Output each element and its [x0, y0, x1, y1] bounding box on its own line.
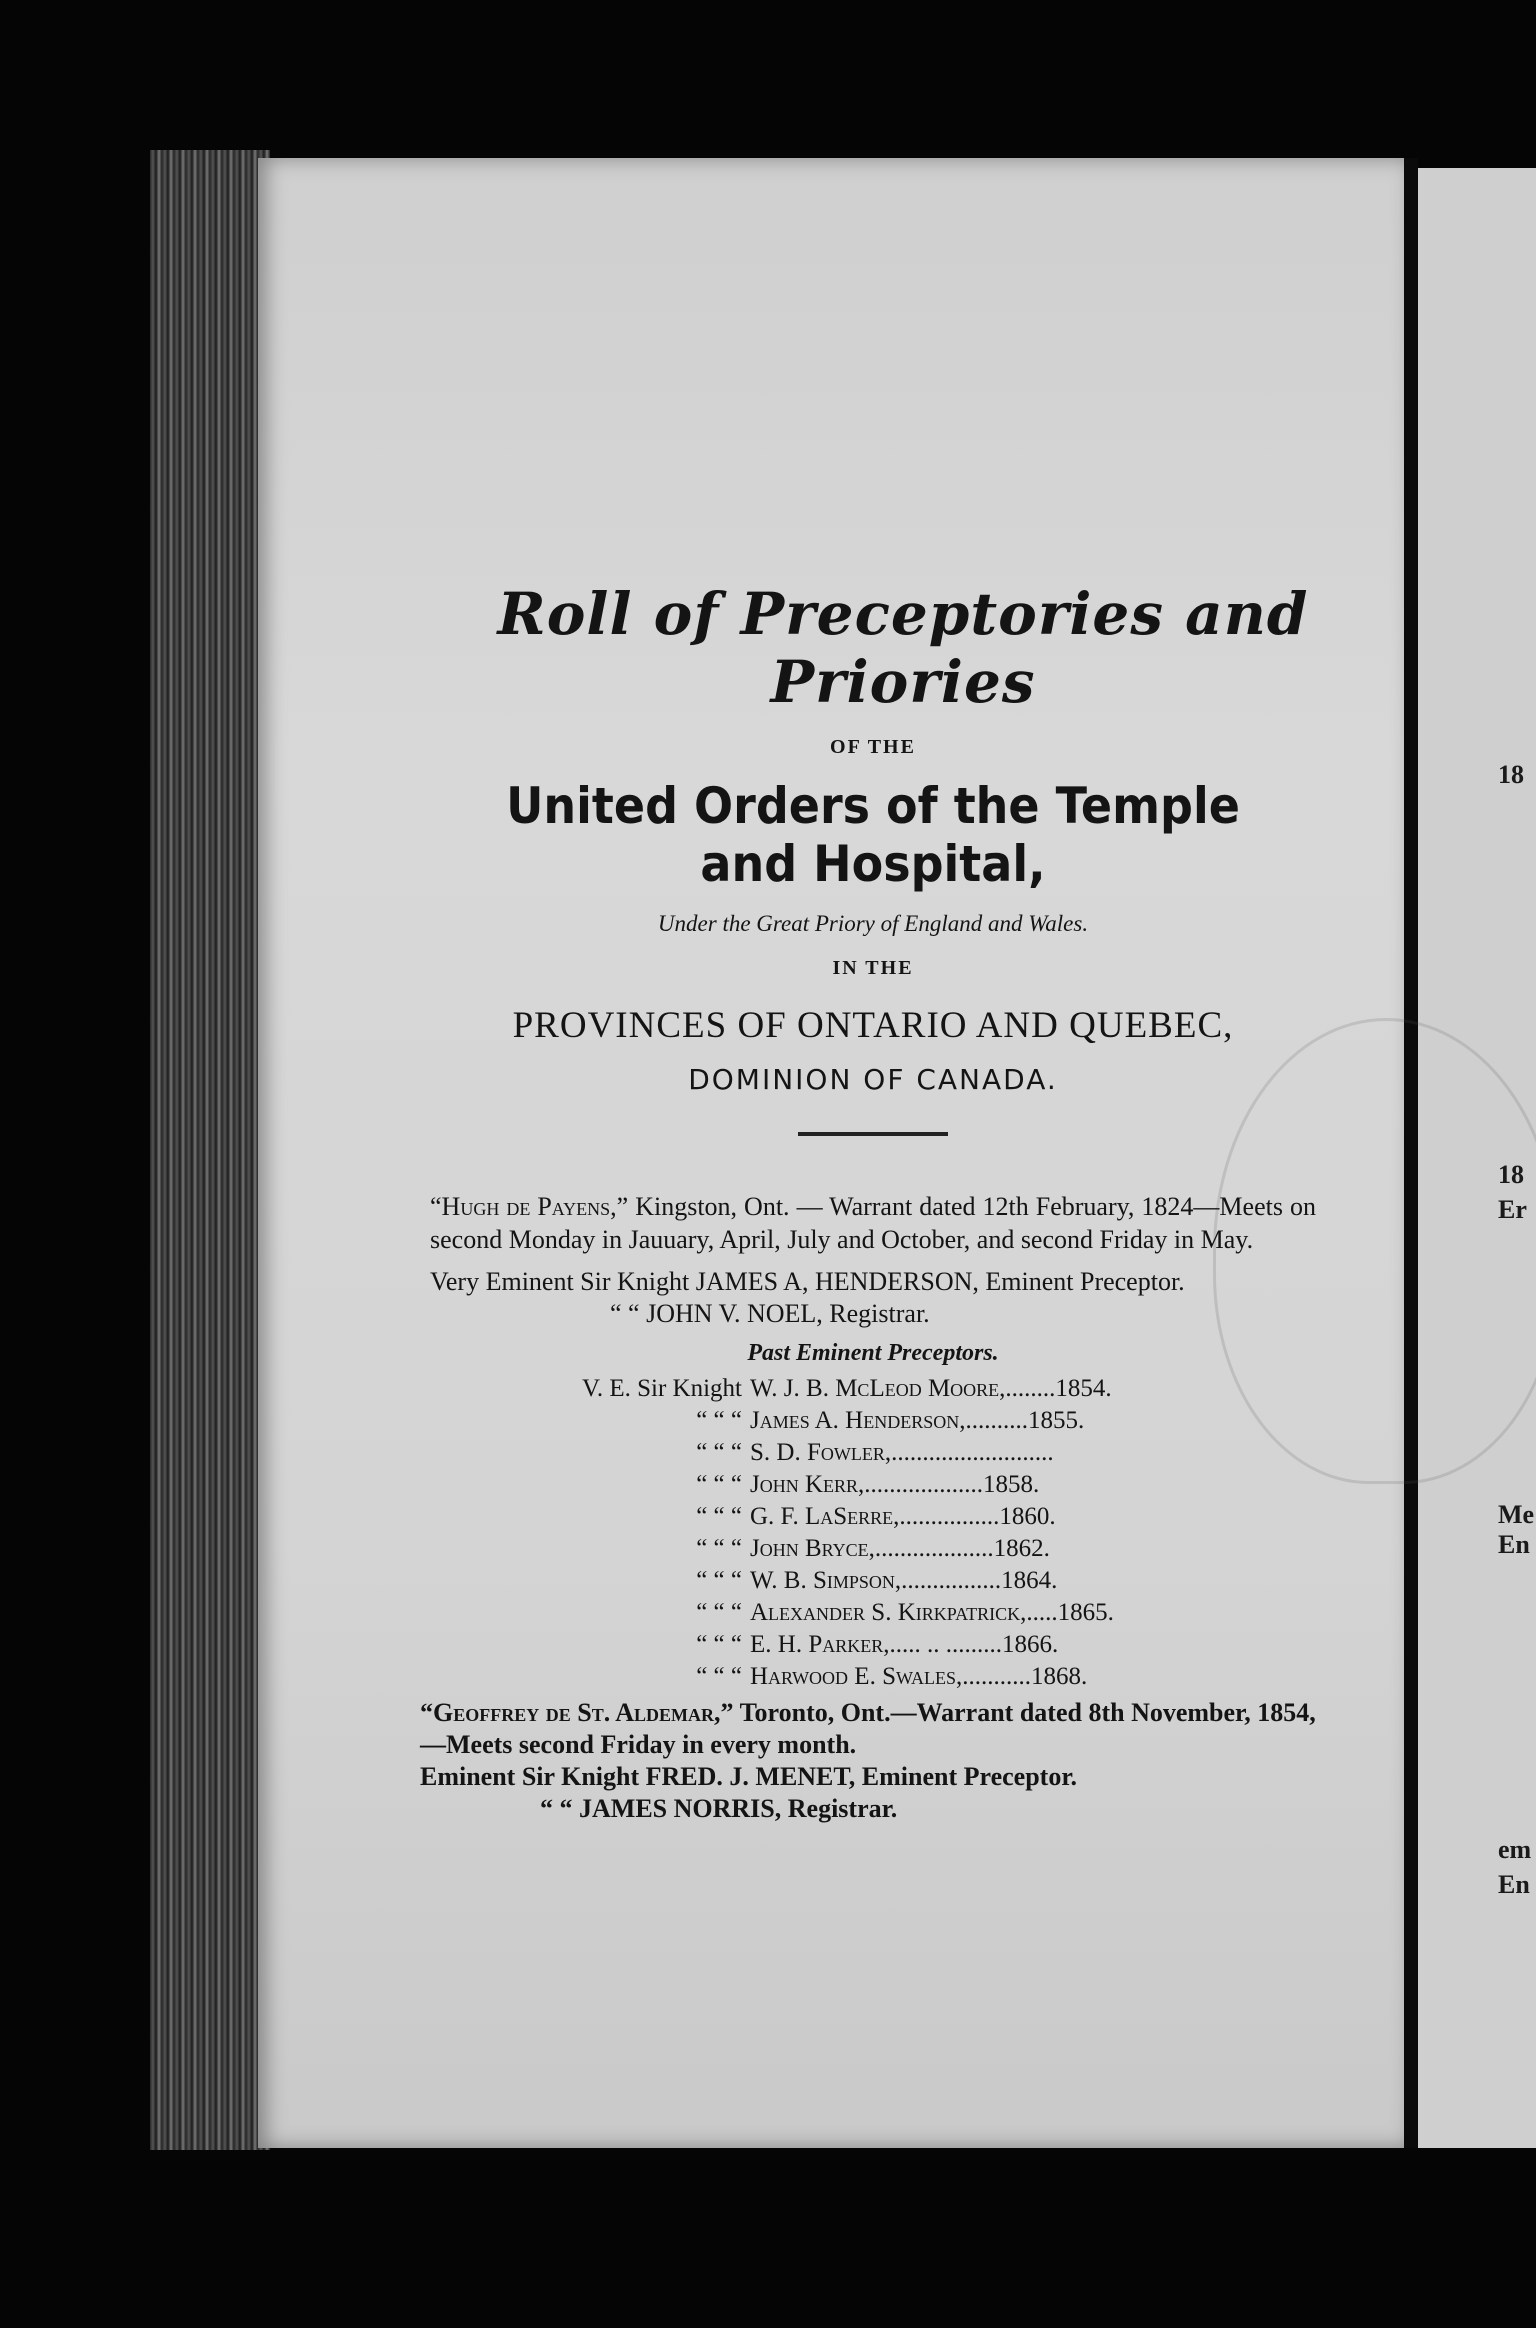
registrar-line: “ “ JOHN V. NOEL, Registrar. [610, 1299, 930, 1328]
facing-page-fragment: Er [1498, 1195, 1527, 1224]
provinces-heading: PROVINCES OF ONTARIO AND QUEBEC, [512, 1005, 1234, 1046]
past-preceptors-heading: Past Eminent Preceptors. [747, 1340, 999, 1366]
list-item-name: E. H. Parker,..... .. .........1866. [750, 1631, 1059, 1658]
list-item [430, 1597, 1316, 1629]
facing-page-fragment: 18 [1498, 760, 1524, 789]
main-heading: United Orders of the Temple and Hospital, [506, 777, 1240, 893]
list-item-prefix: “ “ “ [696, 1663, 742, 1690]
preceptory-name: “Geoffrey de St. Aldemar,” [420, 1698, 734, 1727]
preceptor-line: Eminent Sir Knight FRED. J. MENET, Eminent Preceptor. [420, 1762, 1077, 1791]
preceptory-entry [430, 1190, 1316, 1256]
preceptory-name: “Hugh de Payens,” [430, 1192, 629, 1221]
preceptory-entry [420, 1697, 1316, 1761]
dominion-heading: DOMINION OF CANADA. [688, 1063, 1058, 1096]
preceptory-details: Toronto, Ont.—Warrant dated 8th November, 1854,—Meets second Friday in every month. [420, 1698, 1316, 1759]
preceptory-details: Kingston, Ont. — Warrant dated 12th February, 1824—Meets on second Monday in Jauuary, April, July and October, and second Friday in May. [430, 1192, 1316, 1254]
list-item [430, 1565, 1316, 1597]
list-item-prefix: “ “ “ [696, 1535, 742, 1562]
facing-page-fragment: 18 [1498, 1160, 1524, 1189]
page-title: Roll of Preceptories and Priories [497, 580, 1309, 716]
list-item-prefix: V. E. Sir Knight [582, 1375, 742, 1402]
list-item-prefix: “ “ “ [696, 1599, 742, 1626]
list-item-prefix: “ “ “ [696, 1407, 742, 1434]
list-item-name: John Bryce,...................1862. [750, 1535, 1050, 1562]
list-item-name: John Kerr,...................1858. [750, 1471, 1040, 1498]
list-item-name: James A. Henderson,..........1855. [750, 1407, 1085, 1434]
subtitle: Under the Great Priory of England and Wales. [657, 911, 1089, 936]
in-the-line: IN THE [832, 957, 914, 979]
list-item-name: Harwood E. Swales,...........1868. [750, 1663, 1088, 1690]
list-item [430, 1629, 1316, 1661]
list-item-name: G. F. LaSerre,................1860. [750, 1503, 1056, 1530]
list-item-name: W. B. Simpson,................1864. [750, 1567, 1058, 1594]
list-item-prefix: “ “ “ [696, 1503, 742, 1530]
registrar-line: “ “ JAMES NORRIS, Registrar. [540, 1794, 898, 1823]
list-item [430, 1501, 1316, 1533]
list-item-prefix: “ “ “ [696, 1631, 742, 1658]
list-item [430, 1373, 1316, 1405]
list-item [430, 1661, 1316, 1693]
of-the-line: OF THE [830, 736, 916, 758]
list-item [430, 1533, 1316, 1565]
preceptor-line: Very Eminent Sir Knight JAMES A, HENDERSON, Eminent Preceptor. [430, 1267, 1185, 1296]
book-edge [150, 150, 270, 2150]
list-item-prefix: “ “ “ [696, 1567, 742, 1594]
facing-page-fragment: Me [1498, 1500, 1535, 1529]
facing-page-fragment: En [1498, 1530, 1530, 1559]
list-item-prefix: “ “ “ [696, 1439, 742, 1466]
past-preceptors-list [430, 1373, 1316, 1693]
list-item [430, 1437, 1316, 1469]
list-item-name: S. D. Fowler,.......................... [750, 1439, 1054, 1466]
divider-rule [798, 1132, 948, 1136]
facing-page-fragment: em [1498, 1835, 1532, 1864]
facing-page-fragment: En [1498, 1870, 1530, 1899]
page-content [420, 580, 1316, 1825]
list-item-prefix: “ “ “ [696, 1471, 742, 1498]
list-item [430, 1405, 1316, 1437]
list-item-name: Alexander S. Kirkpatrick,.....1865. [750, 1599, 1114, 1626]
list-item [430, 1469, 1316, 1501]
list-item-name: W. J. B. McLeod Moore,........1854. [750, 1375, 1112, 1402]
